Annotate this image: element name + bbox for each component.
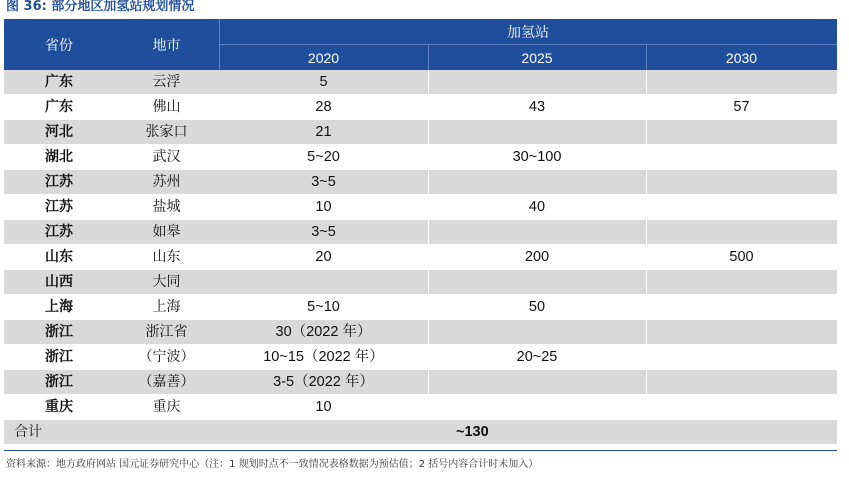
value-2025-cell bbox=[428, 170, 646, 194]
source-footnote: 资料来源：地方政府网站 国元证券研究中心（注：1 规划时点不一致情况表格数据为预估值；2 括号内容合计时未加入） bbox=[6, 459, 539, 470]
province-cell: 上海 bbox=[45, 299, 73, 315]
table-row bbox=[4, 270, 837, 294]
table-row bbox=[4, 170, 837, 194]
value-2025-cell bbox=[428, 120, 646, 144]
table-row bbox=[4, 345, 837, 369]
value-2020-cell: 10 bbox=[315, 399, 332, 415]
city-cell: 上海 bbox=[152, 299, 181, 315]
value-2020-cell: 20 bbox=[315, 249, 332, 265]
city-cell: 云浮 bbox=[152, 74, 181, 90]
city-cell: 张家口 bbox=[145, 124, 188, 140]
value-2030-cell: 57 bbox=[733, 99, 750, 115]
total-label: 合计 bbox=[14, 424, 42, 440]
value-2030-cell bbox=[646, 270, 837, 294]
value-2025-cell bbox=[428, 70, 646, 94]
value-2020-cell: 5~10 bbox=[307, 299, 340, 315]
value-2025-cell: 30~100 bbox=[512, 149, 562, 165]
province-cell: 广东 bbox=[45, 99, 73, 115]
table-row bbox=[4, 320, 837, 344]
city-cell: 如皋 bbox=[152, 224, 181, 240]
header-year-2025: 2025 bbox=[521, 49, 553, 66]
city-cell: 武汉 bbox=[152, 149, 181, 165]
value-2025-cell bbox=[428, 370, 646, 394]
province-cell: 江苏 bbox=[45, 199, 73, 215]
province-cell: 重庆 bbox=[45, 399, 73, 415]
table-row bbox=[4, 95, 837, 119]
value-2025-cell: 200 bbox=[524, 249, 550, 265]
table-row bbox=[4, 195, 837, 219]
total-row bbox=[4, 420, 837, 444]
value-2025-cell: 40 bbox=[528, 199, 546, 215]
city-cell: 重庆 bbox=[152, 399, 181, 415]
value-2025-cell: 50 bbox=[528, 299, 546, 315]
city-cell: （嘉善） bbox=[138, 374, 195, 390]
city-cell: （宁波） bbox=[138, 349, 195, 365]
province-cell: 河北 bbox=[45, 124, 73, 140]
value-2020-cell: 5 bbox=[319, 74, 328, 90]
table-row bbox=[4, 220, 837, 244]
value-2030-cell bbox=[646, 195, 837, 219]
table-row bbox=[4, 245, 837, 269]
header-group: 加氢站 bbox=[507, 24, 549, 41]
province-cell: 浙江 bbox=[45, 349, 73, 365]
table-row bbox=[4, 370, 837, 394]
province-cell: 浙江 bbox=[45, 374, 73, 390]
value-2020-cell: 5~20 bbox=[307, 149, 340, 165]
value-2020-cell: 21 bbox=[315, 124, 332, 140]
value-2020-cell: 3-5（2022 年） bbox=[273, 374, 374, 390]
province-cell: 山西 bbox=[45, 274, 73, 290]
header-city: 地市 bbox=[152, 37, 181, 54]
value-2030-cell bbox=[646, 120, 837, 144]
value-2025-cell bbox=[428, 270, 646, 294]
city-cell: 浙江省 bbox=[145, 324, 188, 340]
figure-title: 图 36: 部分地区加氢站规划情况 bbox=[6, 0, 195, 14]
value-2030-cell: 500 bbox=[729, 249, 754, 265]
table-row bbox=[4, 120, 837, 144]
city-cell: 盐城 bbox=[152, 199, 181, 215]
table-row bbox=[4, 395, 837, 419]
header-province: 省份 bbox=[45, 37, 73, 54]
province-cell: 湖北 bbox=[45, 149, 73, 165]
total-value: ~130 bbox=[456, 424, 489, 440]
value-2020-cell: 10 bbox=[315, 199, 332, 215]
province-cell: 浙江 bbox=[45, 324, 73, 340]
value-2025-cell: 20~25 bbox=[516, 349, 558, 365]
value-2030-cell bbox=[646, 70, 837, 94]
value-2025-cell bbox=[428, 395, 646, 419]
city-cell: 苏州 bbox=[152, 174, 181, 190]
table-row bbox=[4, 145, 837, 169]
province-cell: 江苏 bbox=[45, 224, 73, 240]
value-2030-cell bbox=[646, 220, 837, 244]
value-2020-cell: 3~5 bbox=[311, 224, 336, 240]
value-2020-cell: 28 bbox=[315, 99, 332, 115]
value-2025-cell bbox=[428, 320, 646, 344]
value-2030-cell bbox=[646, 145, 837, 169]
city-cell: 佛山 bbox=[152, 99, 181, 115]
value-2020-cell: 10~15（2022 年） bbox=[263, 349, 384, 365]
header-year-2020: 2020 bbox=[307, 49, 340, 66]
table-row bbox=[4, 295, 837, 319]
value-2030-cell bbox=[646, 345, 837, 369]
value-2030-cell bbox=[646, 320, 837, 344]
value-2030-cell bbox=[646, 395, 837, 419]
value-2030-cell bbox=[646, 170, 837, 194]
city-cell: 山东 bbox=[152, 249, 181, 265]
value-2020-cell: 30（2022 年） bbox=[275, 324, 372, 340]
value-2020-cell bbox=[219, 270, 428, 294]
table-header bbox=[4, 19, 837, 70]
province-cell: 江苏 bbox=[45, 174, 73, 190]
value-2025-cell bbox=[428, 220, 646, 244]
city-cell: 大同 bbox=[152, 274, 181, 290]
value-2020-cell: 3~5 bbox=[311, 174, 336, 190]
value-2025-cell: 43 bbox=[528, 99, 546, 115]
value-2030-cell bbox=[646, 295, 837, 319]
province-cell: 广东 bbox=[45, 74, 73, 90]
header-year-2030: 2030 bbox=[725, 49, 758, 66]
value-2030-cell bbox=[646, 370, 837, 394]
table-bottom-rule bbox=[4, 450, 837, 451]
table-row bbox=[4, 70, 837, 94]
province-cell: 山东 bbox=[45, 249, 73, 265]
